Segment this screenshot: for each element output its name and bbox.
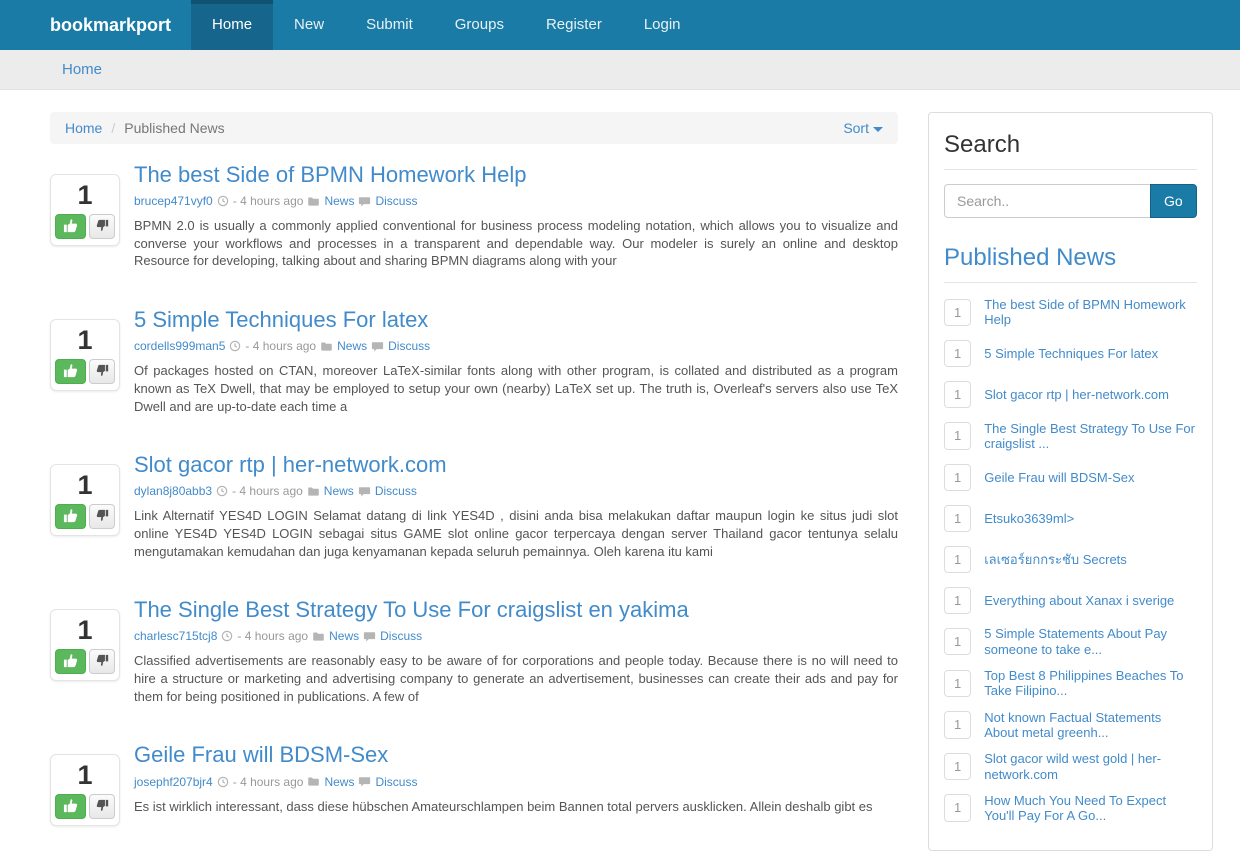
search-title: Search [944,131,1197,170]
breadcrumb-separator: / [111,120,116,136]
clock-icon [221,630,233,642]
upvote-button[interactable] [55,649,86,674]
clock-icon [216,485,228,497]
comment-icon [358,485,371,498]
sidebar-post-link[interactable]: Etsuko3639ml> [984,510,1075,526]
post-item [50,307,898,415]
vote-count: 1 [77,470,93,501]
list-item [944,793,1197,824]
breadcrumb-home-link[interactable]: Home [65,120,103,136]
post-item [50,452,898,560]
nav-item-groups[interactable]: Groups [454,16,504,33]
list-item [944,421,1197,452]
navbar [0,0,1240,50]
published-news-list [944,297,1197,824]
post-category-link[interactable]: News [337,339,368,354]
post-excerpt: Of packages hosted on CTAN, moreover LaTeX-similar fonts along with other program, is collated and distributed as a program known as TeX Dwell, that may be employed to setup your own (nearby) LaTeX set up. The truth is, Overleaf's servers also use TeX Dwell and are up-to-date each time a [134,363,898,414]
nav-item-new[interactable]: New [294,16,325,33]
thumbs-up-icon [63,653,78,671]
breadcrumb-current: Published News [124,120,225,136]
chevron-down-icon [873,127,883,132]
folder-icon [307,775,320,788]
post-author-link[interactable]: dylan8j80abb3 [134,484,213,499]
post-time: - 4 hours ago [245,339,317,354]
search-input[interactable] [944,184,1150,218]
nav-menu [191,0,701,50]
post-discuss-link[interactable]: Discuss [375,774,418,789]
sidebar-post-link[interactable]: How Much You Need To Expect You'll Pay For A Go... [984,792,1167,824]
list-item [944,751,1197,782]
vote-count: 1 [77,325,93,356]
post-discuss-link[interactable]: Discuss [380,629,423,644]
sidebar [928,112,1213,851]
thumbs-down-icon [96,364,109,380]
list-item [944,462,1197,492]
nav-item-submit[interactable]: Submit [366,16,413,33]
vote-box [50,754,120,826]
search-group [944,184,1197,218]
search-go-button[interactable]: Go [1150,184,1197,218]
vote-count: 1 [77,760,93,791]
clock-icon [217,776,229,788]
post-excerpt: Link Alternatif YES4D LOGIN Selamat datang di link YES4D , disini anda bisa melakukan daftar maupun login ke situs judi slot online YES4D YES4D LOGIN sebagai situs GAME slot online gacor terpercaya dengan server Thailand gacor tentunya selalu mengutamakan kemudahan dan juga kenyamanan kepada seluruh pemainnya. Oleh karena itu kami [134,508,898,559]
sidebar-post-link[interactable]: The Single Best Strategy To Use For craigslist ... [984,420,1195,451]
post-title[interactable]: 5 Simple Techniques For latex [134,307,429,333]
sidebar-post-link[interactable]: Geile Frau will BDSM-Sex [984,469,1135,485]
upvote-button[interactable] [55,214,86,239]
vote-box [50,319,120,391]
post-category-link[interactable]: News [323,484,354,499]
downvote-button[interactable] [89,359,115,384]
comment-icon [358,775,371,788]
post-item [50,162,898,270]
vote-count: 1 [77,615,93,646]
sidebar-post-link[interactable]: Slot gacor rtp | her-network.com [984,386,1169,402]
list-item [944,503,1197,533]
post-title[interactable]: Geile Frau will BDSM-Sex [134,742,389,768]
upvote-button[interactable] [55,504,86,529]
list-item [944,626,1197,657]
folder-icon [307,195,320,208]
vote-count-badge: 1 [944,340,971,368]
list-item [944,297,1197,328]
clock-icon [229,340,241,352]
post-time: - 4 hours ago [232,774,304,789]
post-time: - 4 hours ago [232,484,303,499]
post-author-link[interactable]: brucep471vyf0 [134,194,213,209]
post-time: - 4 hours ago [232,194,304,209]
post-category-link[interactable]: News [324,194,355,209]
post-meta [134,629,898,643]
list-item [944,710,1197,741]
post-excerpt: BPMN 2.0 is usually a commonly applied conventional for business process modeling notation, which allows you to visualize and converse your workflows and processes in a transparent and dependable way. Our modeler is surely an online and desktop Resource for developing, talking about and sharing BPMN diagrams along with your [134,218,898,269]
post-meta [134,775,898,789]
downvote-button[interactable] [89,649,115,674]
nav-item-register[interactable]: Register [545,16,602,33]
post-title[interactable]: The Single Best Strategy To Use For craigslist en yakima [134,597,689,623]
nav-item-login[interactable]: Login [643,16,681,33]
folder-icon [320,340,333,353]
post-excerpt: Classified advertisements are reasonably easy to be aware of for corporations and people today. Because there is no will need to hire a structure or marketing and advertising company to generate an advertisement, businesses can create their ads and pay for them for being positioned in publications. A few of [134,653,898,704]
brand-logo[interactable]: bookmarkport [50,15,172,35]
downvote-button[interactable] [89,794,115,819]
vote-count-badge: 1 [944,670,971,698]
sort-dropdown[interactable]: Sort [843,120,883,136]
vote-count-badge: 1 [944,546,971,574]
comment-icon [358,195,371,208]
list-item [944,380,1197,410]
sidebar-post-link[interactable]: Not known Factual Statements About metal greenh... [984,709,1162,740]
vote-count-badge: 1 [944,794,971,822]
list-item [944,585,1197,615]
vote-count-badge: 1 [944,422,971,450]
thumbs-down-icon [96,799,109,815]
topbar [0,50,1240,90]
post-discuss-link[interactable]: Discuss [388,339,431,354]
published-news-title: Published News [944,244,1197,283]
post-title[interactable]: The best Side of BPMN Homework Help [134,162,527,187]
thumbs-down-icon [96,654,109,670]
post-discuss-link[interactable]: Discuss [375,194,418,209]
list-item [944,668,1197,699]
vote-count-badge: 1 [944,711,971,739]
post-author-link[interactable]: josephf207bjr4 [134,774,213,789]
thumbs-up-icon [63,798,78,816]
vote-box [50,609,120,681]
sidebar-post-link[interactable]: Top Best 8 Philippines Beaches To Take Filipino... [984,667,1184,699]
vote-count-badge: 1 [944,753,971,781]
vote-count-badge: 1 [944,381,971,409]
vote-count-badge: 1 [944,505,971,533]
nav-item-home[interactable]: Home [191,0,273,50]
post-title[interactable]: Slot gacor rtp | her-network.com [134,452,447,478]
sidebar-post-link[interactable]: The best Side of BPMN Homework Help [984,297,1186,328]
upvote-button[interactable] [55,359,86,384]
post-item [50,597,898,705]
list-item [944,339,1197,369]
post-meta [134,484,898,498]
post-category-link[interactable]: News [329,629,360,644]
folder-icon [312,630,325,643]
topbar-home-link[interactable]: Home [62,61,103,78]
thumbs-up-icon [63,218,78,236]
vote-count: 1 [77,180,93,210]
thumbs-down-icon [96,219,109,235]
post-meta [134,339,898,353]
vote-count-badge: 1 [944,628,971,656]
post-item [50,742,898,826]
thumbs-down-icon [96,509,109,525]
upvote-button[interactable] [55,794,86,819]
breadcrumb [50,112,898,144]
post-author-link[interactable]: charlesc715tcj8 [134,629,218,644]
post-author-link[interactable]: cordells999man5 [134,339,226,354]
post-excerpt: Es ist wirklich interessant, dass diese hübschen Amateurschlampen beim Bannen total pervers ausklicken. Allein deshalb gibt es [134,798,873,814]
post-meta [134,194,898,208]
sidebar-post-link[interactable]: Slot gacor wild west gold | her-network.com [984,751,1162,782]
thumbs-up-icon [63,363,78,381]
thumbs-up-icon [63,508,78,526]
sidebar-post-link[interactable]: เลเซอร์ยกกระชับ Secrets [984,551,1127,567]
folder-icon [307,485,320,498]
sidebar-post-link[interactable]: 5 Simple Techniques For latex [984,345,1159,361]
comment-icon [371,340,384,353]
downvote-button[interactable] [89,214,115,239]
downvote-button[interactable] [89,504,115,529]
list-item [944,544,1197,574]
vote-count-badge: 1 [944,464,971,492]
post-time: - 4 hours ago [237,629,309,644]
clock-icon [217,195,229,207]
post-category-link[interactable]: News [324,774,355,789]
sidebar-post-link[interactable]: 5 Simple Statements About Pay someone to take e... [984,626,1168,657]
vote-box [50,174,120,246]
sidebar-post-link[interactable]: Everything about Xanax i sverige [984,592,1175,608]
vote-count-badge: 1 [944,587,971,615]
vote-box [50,464,120,536]
vote-count-badge: 1 [944,299,971,327]
comment-icon [363,630,376,643]
post-discuss-link[interactable]: Discuss [374,484,417,499]
